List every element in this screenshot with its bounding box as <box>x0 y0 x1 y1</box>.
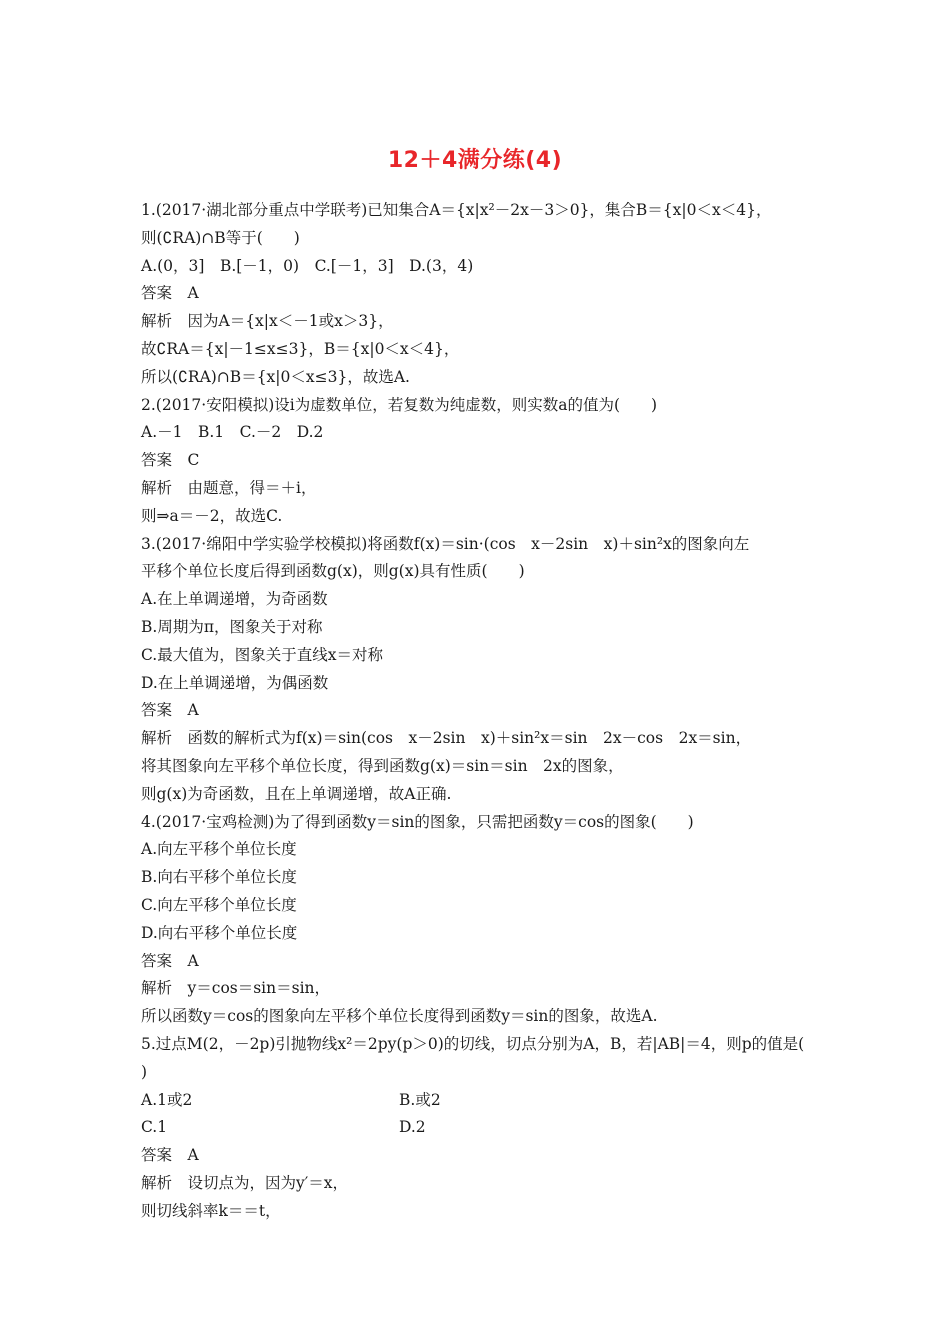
text-line: 解析 函数的解析式为f(x)＝sin(cos x－2sin x)＋sin²x＝sin 2x－cos 2x＝sin， <box>141 729 752 748</box>
text-line: 所以(∁RA)∩B＝{x|0＜x≤3}，故选A. <box>141 367 410 386</box>
text-line: B.周期为π，图象关于对称 <box>141 617 323 636</box>
text-line: 答案 A <box>141 1146 199 1165</box>
text-line: 故∁RA＝{x|－1≤x≤3}，B＝{x|0＜x＜4}， <box>141 339 460 358</box>
text-line: 解析 由题意，得＝＋i， <box>141 478 317 497</box>
option-a: A.1或2 <box>141 1090 193 1109</box>
option-c: C.1 <box>141 1118 168 1137</box>
text-line: 5.过点M(2，－2p)引抛物线x²＝2py(p＞0)的切线，切点分别为A，B，若|AB|＝4，则p的值是( <box>141 1034 805 1053</box>
text-line: 解析 y＝cos＝sin＝sin， <box>141 979 331 998</box>
option-row <box>141 1087 821 1115</box>
text-line: D.在上单调递增，为偶函数 <box>141 673 329 692</box>
text-line: A.(0，3] B.[－1，0) C.[－1，3] D.(3，4) <box>141 256 474 275</box>
text-line: 1.(2017·湖北部分重点中学联考)已知集合A＝{x|x²－2x－3＞0}，集合B＝{x|0＜x＜4}， <box>141 201 772 219</box>
text-line: 将其图象向左平移个单位长度，得到函数g(x)＝sin＝sin 2x的图象， <box>141 756 624 775</box>
text-line: 则切线斜率k＝＝t， <box>141 1201 281 1220</box>
page-title: 12＋4满分练(4) <box>387 148 563 173</box>
text-line: 则(∁RA)∩B等于( ) <box>141 228 300 247</box>
option-b: B.或2 <box>399 1090 441 1109</box>
text-line: A.向左平移个单位长度 <box>141 840 297 859</box>
text-line: A.－1 B.1 C.－2 D.2 <box>141 423 324 442</box>
option-d: D.2 <box>399 1118 426 1137</box>
text-line: C.最大值为，图象关于直线x＝对称 <box>141 645 383 664</box>
text-line: D.向右平移个单位长度 <box>141 923 298 942</box>
text-line: ) <box>141 1062 148 1081</box>
text-line: 4.(2017·宝鸡检测)为了得到函数y＝sin的图象，只需把函数y＝cos的图象( ) <box>141 812 694 831</box>
text-line: C.向左平移个单位长度 <box>141 895 297 914</box>
text-line: 答案 A <box>141 284 199 303</box>
text-line: 则g(x)为奇函数，且在上单调递增，故A正确. <box>141 784 452 803</box>
text-line: 答案 A <box>141 701 199 720</box>
text-line: 答案 C <box>141 451 200 470</box>
text-line: 3.(2017·绵阳中学实验学校模拟)将函数f(x)＝sin·(cos x－2sin x)＋sin²x的图象向左 <box>141 534 750 553</box>
option-row <box>141 1114 821 1142</box>
text-line: A.在上单调递增，为奇函数 <box>141 590 328 609</box>
document-body <box>141 197 821 1225</box>
text-line: 2.(2017·安阳模拟)设i为虚数单位，若复数为纯虚数，则实数a的值为( ) <box>141 395 658 414</box>
text-line: 所以函数y＝cos的图象向左平移个单位长度得到函数y＝sin的图象，故选A. <box>141 1007 658 1026</box>
text-line: 解析 设切点为，因为y′＝x， <box>141 1173 349 1192</box>
text-line: 平移个单位长度后得到函数g(x)，则g(x)具有性质( ) <box>141 562 525 581</box>
text-line: 则⇒a＝－2，故选C. <box>141 506 283 525</box>
text-line: 答案 A <box>141 951 199 970</box>
text-line: B.向右平移个单位长度 <box>141 868 297 887</box>
text-line: 解析 因为A＝{x|x＜－1或x＞3}， <box>141 312 394 331</box>
